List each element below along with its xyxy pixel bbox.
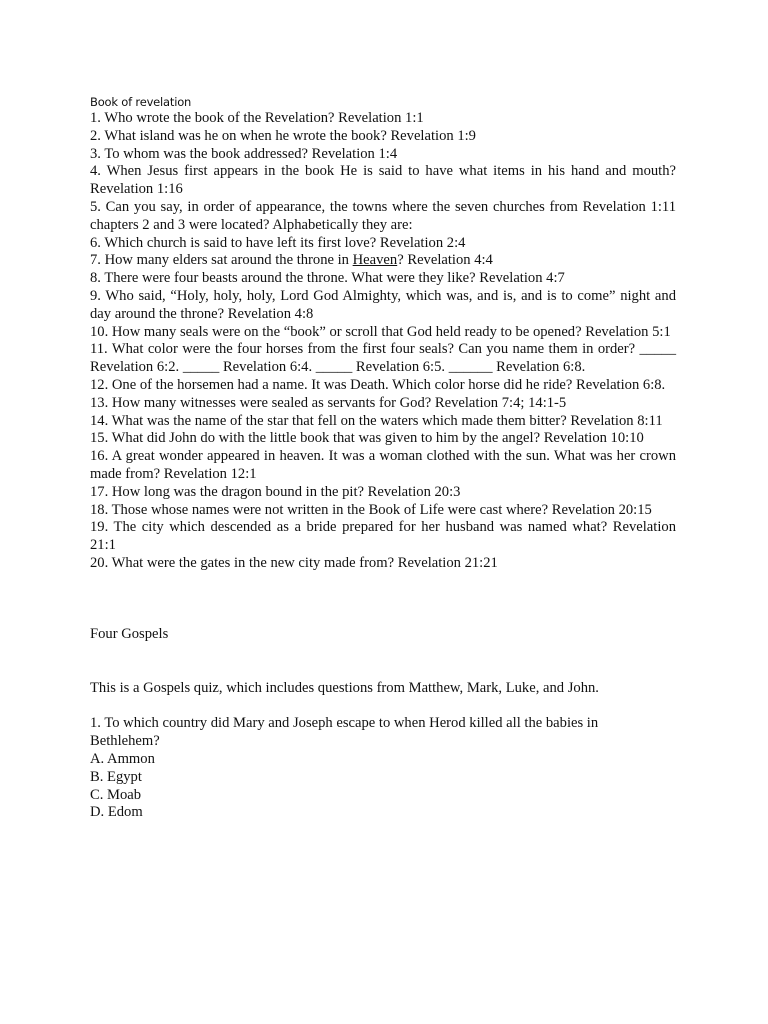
answer-options — [90, 751, 676, 822]
question-4: 4. When Jesus first appears in the book He is said to have what items in his hand and mouth? Revelation 1:16 — [90, 163, 676, 198]
question-12: 12. One of the horsemen had a name. It was Death. Which color horse did he ride? Revelation 6:8. — [90, 376, 666, 393]
gospels-intro: This is a Gospels quiz, which includes questions from Matthew, Mark, Luke, and John. — [90, 679, 599, 696]
question-8: 8. There were four beasts around the throne. What were they like? Revelation 4:7 — [90, 270, 565, 287]
question-14: 14. What was the name of the star that fell on the waters which made them bitter? Revelation 8:11 — [90, 412, 663, 429]
question-11: 11. What color were the four horses from the first four seals? Can you name them in order? _____ Revelation 6:2. _____ Revelation 6:4. _____ Revelation 6:5. ______ Revelation 6:8. — [90, 341, 676, 376]
question-7 — [90, 252, 676, 270]
question-18: 18. Those whose names were not written in the Book of Life were cast where? Revelation 20:15 — [90, 501, 652, 518]
quiz-spacer — [90, 697, 676, 715]
question-17: 17. How long was the dragon bound in the pit? Revelation 20:3 — [90, 483, 461, 500]
question-7-after: ? Revelation 4:4 — [397, 252, 493, 269]
intro-spacer — [90, 644, 676, 680]
question-15: 15. What did John do with the little book that was given to him by the angel? Revelation 10:10 — [90, 430, 644, 447]
gospels-question-1: 1. To which country did Mary and Joseph escape to when Herod killed all the babies in Bethlehem? — [90, 715, 599, 750]
option-c: C. Moab — [90, 786, 142, 803]
revelation-question-list — [90, 110, 676, 573]
question-20: 20. What were the gates in the new city made from? Revelation 21:21 — [90, 554, 498, 571]
option-a: A. Ammon — [90, 750, 155, 767]
document-title: Book of revelation — [90, 95, 192, 109]
option-d: D. Edom — [90, 804, 143, 821]
gospels-title: Four Gospels — [90, 625, 169, 642]
question-13: 13. How many witnesses were sealed as servants for God? Revelation 7:4; 14:1-5 — [90, 394, 567, 411]
question-2: 2. What island was he on when he wrote the book? Revelation 1:9 — [90, 127, 476, 144]
question-16: 16. A great wonder appeared in heaven. It was a woman clothed with the sun. What was her crown made from? Revelation 12:1 — [90, 448, 676, 482]
question-5: 5. Can you say, in order of appearance, the towns where the seven churches from Revelation 1:11 chapters 2 and 3 were located? Alphabetically they are: — [90, 198, 676, 233]
heaven-link[interactable]: Heaven — [352, 252, 398, 269]
question-6: 6. Which church is said to have left its first love? Revelation 2:4 — [90, 234, 466, 251]
option-b: B. Egypt — [90, 768, 142, 785]
document-page — [90, 94, 676, 822]
question-9: 9. Who said, “Holy, holy, holy, Lord God Almighty, which was, and is, and is to come” night and day around the throne? Revelation 4:8 — [90, 287, 676, 322]
question-10: 10. How many seals were on the “book” or scroll that God held ready to be opened? Revelation 5:1 — [90, 323, 671, 340]
question-19: 19. The city which descended as a bride prepared for her husband was named what? Revelation 21:1 — [90, 519, 676, 554]
question-1: 1. Who wrote the book of the Revelation? Revelation 1:1 — [90, 110, 424, 126]
section-spacer — [90, 573, 676, 626]
question-7-before: 7. How many elders sat around the throne in — [90, 252, 353, 269]
question-3: 3. To whom was the book addressed? Revelation 1:4 — [90, 145, 398, 162]
